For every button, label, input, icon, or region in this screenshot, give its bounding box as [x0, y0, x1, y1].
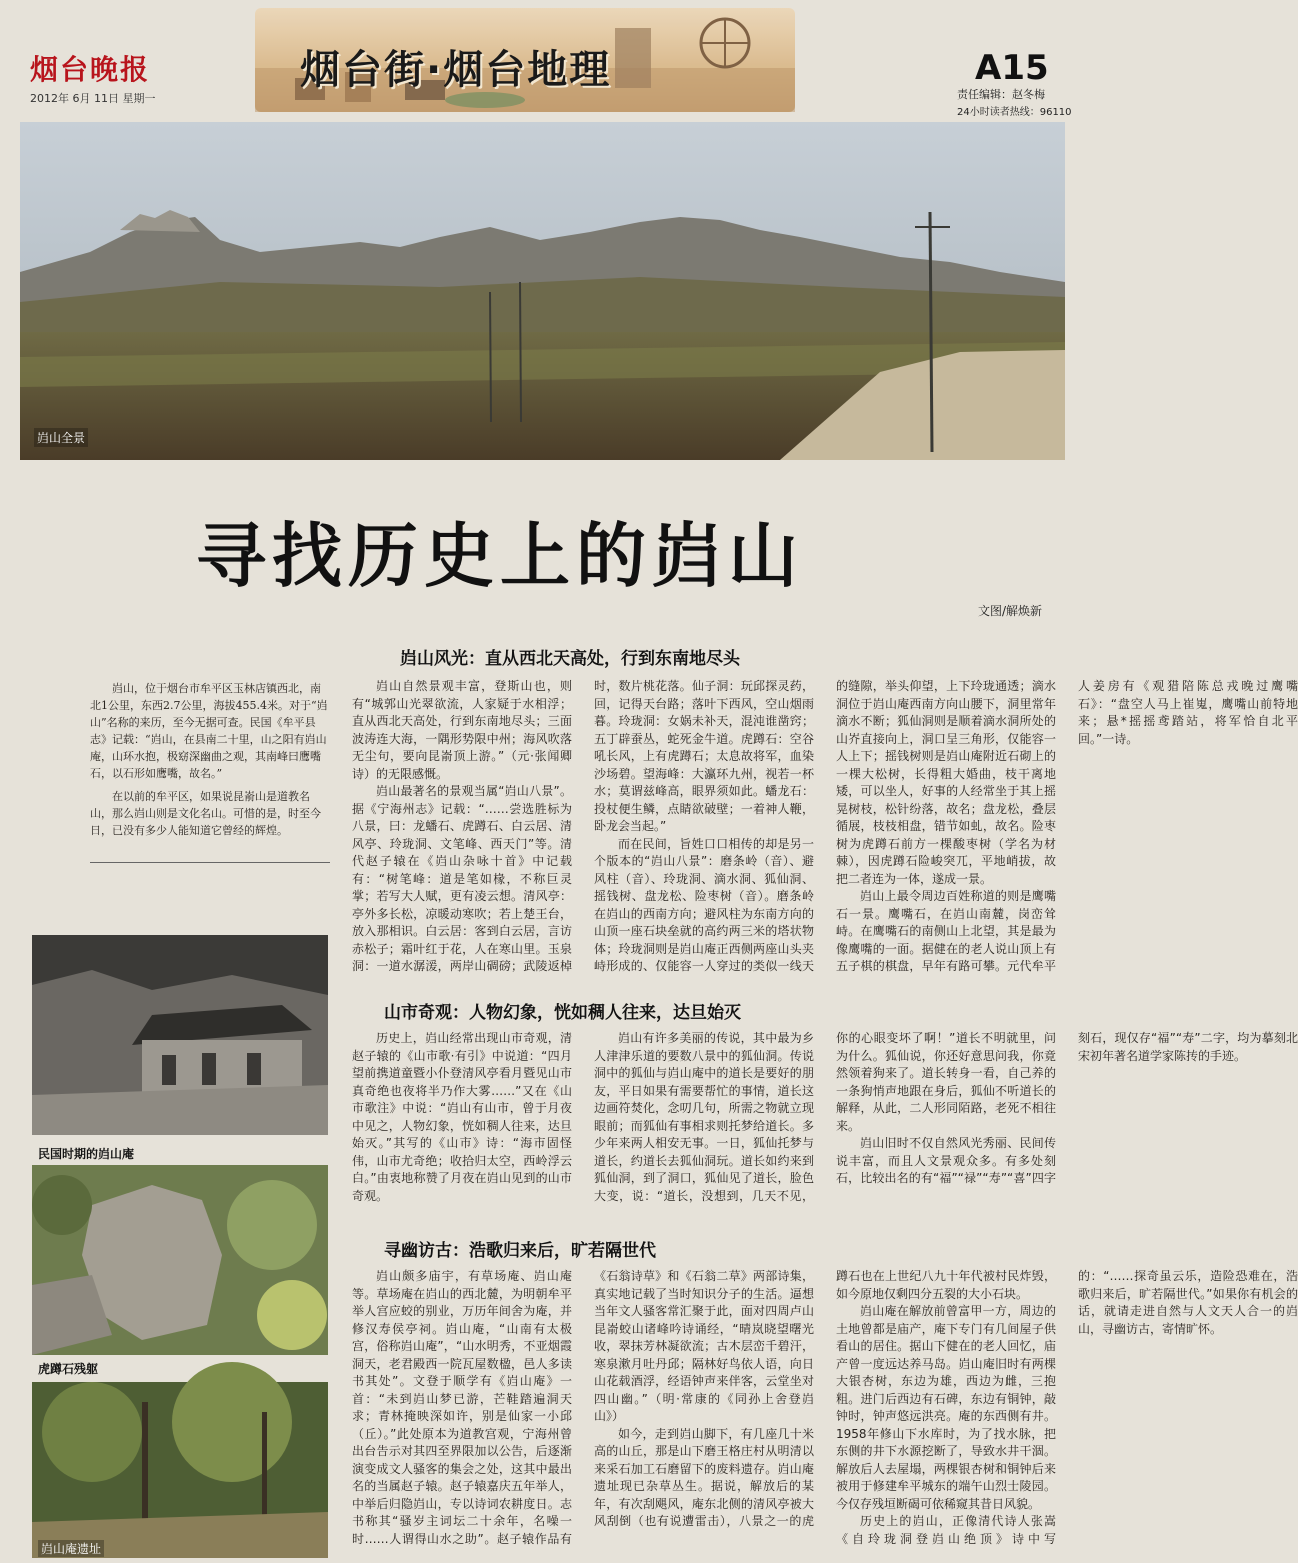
- paper-logo: 烟台晚报: [30, 53, 151, 86]
- section-paragraph: 历史上的岿山，正像清代诗人张嵩《自玲珑洞登岿山绝顶》诗中写的：“……探奇虽云乐，造险恐难在，浩歌归来后，旷若隔世代。”如果你有机会的话，就请走进自然与人文天人合一的岿山，寻幽访古，寄情旷怀。: [836, 1269, 1298, 1546]
- section-heading: 寻幽访古：浩歌归来后，旷若隔世代: [384, 1241, 656, 1261]
- tiger-rock-image: [32, 1165, 328, 1355]
- section-paragraph: 岿山自然景观丰富，登斯山也，则有“城郭山光翠欲流，人家疑于水相浮；直从西北天高处，行到东南地尽头；三面波涛连大海，一隅形势限中州；海风吹落无尘句，要向昆嵛顶上游。”（元·张闻卿诗）的无限感慨。: [352, 679, 572, 781]
- section-heading: 岿山风光：直从西北天高处，行到东南地尽头: [400, 649, 740, 669]
- section-body: [352, 1268, 1298, 1553]
- column-title: 烟台街·烟台地理: [300, 47, 612, 93]
- section-paragraph: 如今，走到岿山脚下，有几座几十米高的山丘，那是山下磨王格庄村从明清以来采石加工石磨留下的废料遗存。岿山庵遗址现已杂草丛生。据说，解放后的某年，有次刮飓风，庵东北侧的清风亭被大风刮倒（也有说遭雷击），八景之一的虎蹲石也在上世纪八九十年代被村民炸毁，如今原地仅剩四分五裂的大小石块。: [594, 1269, 1056, 1528]
- ruins-image: [32, 1382, 328, 1558]
- temple-photo: [32, 935, 328, 1135]
- ruins-caption: 岿山庵遗址: [38, 1540, 104, 1557]
- section-paragraph: 岿山旧时不仅自然风光秀丽、民间传说丰富，而且人文景观众多。有多处刻石，比较出名的有“福”“禄”“寿”“喜”四字刻石，现仅存“福”“寿”二字，均为摹刻北宋初年著名道学家陈抟的手迹。: [836, 1031, 1298, 1185]
- temple-image: [32, 935, 328, 1135]
- masthead: [0, 0, 1080, 120]
- responsible-editor: 责任编辑：赵冬梅: [957, 88, 1045, 101]
- section-body: [352, 678, 1298, 983]
- section-paragraph: 岿山最著名的景观当属“岿山八景”。据《宁海州志》记载：“……尝选胜标为八景，曰：龙蟠石、虎蹲石、白云居、清风亭、玲珑洞、文笔峰、西天门”等。清代赵子辕在《岿山杂咏十首》中记载有：“树笔峰：道是笔如椽，不称巨灵掌；若写大人赋，更有凌云想。清风亭：亭外多长松，凉暖动寒吹；若上楚王台，放入那相识。白云居：客到白云居，言访赤松子；霜叶红于花，人在寒山里。玉泉洞：一道水潺湲，两岸山碉磅；武陵返棹时，数片桃花落。仙子洞：玩邱探灵药，回，记得天台路；落叶下西风，空山烟雨暮。玲珑洞：女娲未补天，混沌谁凿窍；五丁辟蚕丛，蛇死金牛道。虎蹲石：空谷吼长风，上有虎蹲石；太息故将军，血染沙场碧。望海峰：大瀛环九州，视若一杯水；莫谓兹峰高，眼界须如此。蟠龙石：投杖便生鳞，点睛欲破壁；一着神人鞭，卧龙会当起。”: [352, 679, 814, 973]
- page-number: A15: [975, 48, 1049, 88]
- intro-divider: [90, 862, 330, 863]
- mountain-panorama-photo: [20, 122, 1065, 460]
- tiger-rock-photo: [32, 1165, 328, 1355]
- section-body: [352, 1030, 1298, 1210]
- panorama-caption: 岿山全景: [34, 428, 88, 447]
- intro-paragraph: 岿山，位于烟台市牟平区玉林店镇西北，南北1公里，东西2.7公里，海拔455.4米。对于“岿山”名称的来历，至今无据可查。民国《牟平县志》记载：“岿山，在县南二十里，山之阳有岿山庵，山环水抱，极窈深幽曲之观，其南峰曰鹰嘴石，以石形如鹰嘴，故名。”: [90, 682, 328, 780]
- temple-caption: 民国时期的岿山庵: [38, 1147, 135, 1161]
- panorama-image: [20, 122, 1065, 460]
- article-headline: 寻找历史上的岿山: [196, 515, 804, 597]
- section-heading: 山市奇观：人物幻象，恍如稠人往来，达旦始灭: [384, 1003, 741, 1023]
- reader-hotline: 24小时读者热线：96110: [957, 107, 1072, 118]
- ruins-photo: [32, 1382, 328, 1558]
- tiger-rock-caption: 虎蹲石残躯: [38, 1362, 99, 1376]
- section-paragraph: 岿山上最令周边百姓称道的则是鹰嘴石一景。鹰嘴石，在岿山南麓，岗峦耸峙。在鹰嘴石的南侧山上北望，其是最为像鹰嘴的一面。据健在的老人说山顶上有五子棋的棋盘，早年有路可攀。元代牟平人姜房有《观猎陪陈总戎晚过鹰嘴石》：“盘空人马上崔嵬，鹰嘴山前特地来；悬*摇摇鸢踏站，将军恰自北平回。”一诗。: [836, 679, 1298, 973]
- issue-date: 2012年 6月 11日 星期一: [30, 92, 156, 105]
- intro-paragraph: 在以前的牟平区，如果说昆嵛山是道教名山，那么岿山则是文化名山。可惜的是，时至今日，已没有多少人能知道它曾经的辉煌。: [90, 790, 321, 837]
- section-paragraph: 岿山庵在解放前曾富甲一方，周边的土地曾都是庙产，庵下专门有几间屋子供看山的居住。据山下健在的老人回忆，庙产曾一度远达养马岛。岿山庵旧时有两棵大银杏树，东边为雄，西边为雌，三抱粗。进门后西边有石碑，东边有铜钟，敲钟时，钟声悠远洪亮。庵的东西侧有井。1958年修山下水库时，为了找水脉，把东侧的井下水源挖断了，导致水井干涸。解放后人去屋塌，两棵银杏树和铜钟后来被用于修建牟平城东的端午山烈士陵园。今仅存残垣断碣可依稀窥其昔日风貌。: [836, 1304, 1056, 1511]
- article-byline: 文图/解焕新: [978, 604, 1043, 618]
- section-paragraph: 而在民间，旨姓口口相传的却是另一个版本的“岿山八景”：磨条岭（音）、避风柱（音）、玲珑洞、滴水洞、狐仙洞、摇钱树、盘龙松、险枣树（音）。磨条岭在岿山的西南方向；避风柱为东南方向的山顶一座石块垒就的高约两三米的塔状物体；玲珑洞则是岿山庵正西侧两座山头夹峙形成的、仅能容一人穿过的类似一线天的缝隙，举头仰望，上下玲珑通透；滴水洞位于岿山庵西南方向山腰下，洞里常年滴水不断；狐仙洞则是顺着滴水洞所处的山岕直接向上，洞口呈三角形，仅能容一人上下；摇钱树则是岿山庵附近石砌上的一棵大松树，长得粗大婚曲，枝干离地矮，可以坐人，好事的人经常坐于其上摇晃树枝，松针纷落，故名；盘龙松，叠层循展，枝枝相盘，错节如虬，故名。险枣树为虎蹲石前方一棵酸枣树（学名为材棘），因虎蹲石险峻突兀，平地峭拔，故把二者连为一体，遂成一景。: [594, 679, 1056, 973]
- article-intro: [90, 680, 330, 845]
- section-paragraph: 岿山颇多庙宇，有草场庵、岿山庵等。草场庵在岿山的西北麓，为明朝牟平举人宫应蛟的别业，万历年间舍为庵，并修汉寿侯亭祠。岿山庵，“山南有太极宫，俗称岿山庵”，“山水明秀，不亚烟霞洞天，老君殿西一院瓦屋数楹，邑人多读书其处”。文登于顺学有《岿山庵》一首：“未到岿山梦已游，芒鞋踏遍洞天求；青林掩映深如许，别是仙家一小邱（丘）。”此处原本为道教宫观，宁海州曾出台告示对其四至界限加以公告，后逐渐演变成文人骚客的集会之处，这其中最出名的当属赵子辕。赵子辕嘉庆五年举人，中举后归隐岿山，专以诗词农耕度日。志书称其“骚岁主词坛二十余年，名噪一时……人谓得山水之助”。赵子辕作品有《石翁诗草》和《石翁二草》两部诗集，真实地记载了当时知识分子的生活。逼想当年文人骚客常汇聚于此，面对四周卢山昆嵛蛟山诸峰吟诗诵经，“晴岚晓望曙光收，翠抹芳林凝欲流；古木层峦千碧汗，寒泉漱月吐丹邱；隔林好鸟依人语，向日山花载酒浮，经语钟声来伴客，云堂坐对四山幽。”（明·常康的《同孙上舍登岿山》）: [352, 1269, 814, 1546]
- section-paragraph: 岿山有许多美丽的传说，其中最为乡人津津乐道的要数八景中的狐仙洞。传说洞中的狐仙与岿山庵中的道长是要好的朋友，平日如果有需要帮忙的事情，道长这边画符焚化，念叨几句，所需之物就立现眼前；而狐仙有事相求则托梦给道长。多少年来两人相安无事。一日，狐仙托梦与道长，约道长去狐仙洞玩。道长如约来到狐仙洞，到了洞口，狐仙见了道长，脸色大变，说：“道长，没想到，几天不见，你的心眼变坏了啊！”道长不明就里，问为什么。狐仙说，你还好意思问我，你竟然领着狗来了。道长转身一看，自己养的一条狗悄声地跟在身后，狐仙不听道长的解释，从此，二人形同陌路，老死不相往来。: [594, 1031, 1056, 1203]
- section-paragraph: 历史上，岿山经常出现山市奇观，清赵子辕的《山市歌·有引》中说道：“四月望前携道童暨小仆登清风亭看月暨见山市真奇绝也夜将半乃作大雾……”又在《山市歌注》中说：“岿山有山市，曾于月夜中见之，人物幻象，恍如稠人往来，达旦始灭。”其写的《山市》诗：“海市固怪伟，山市尤奇绝；收拾归太空，西岭浮云白。”由衷地称赞了月夜在岿山见到的山市奇观。: [352, 1031, 572, 1203]
